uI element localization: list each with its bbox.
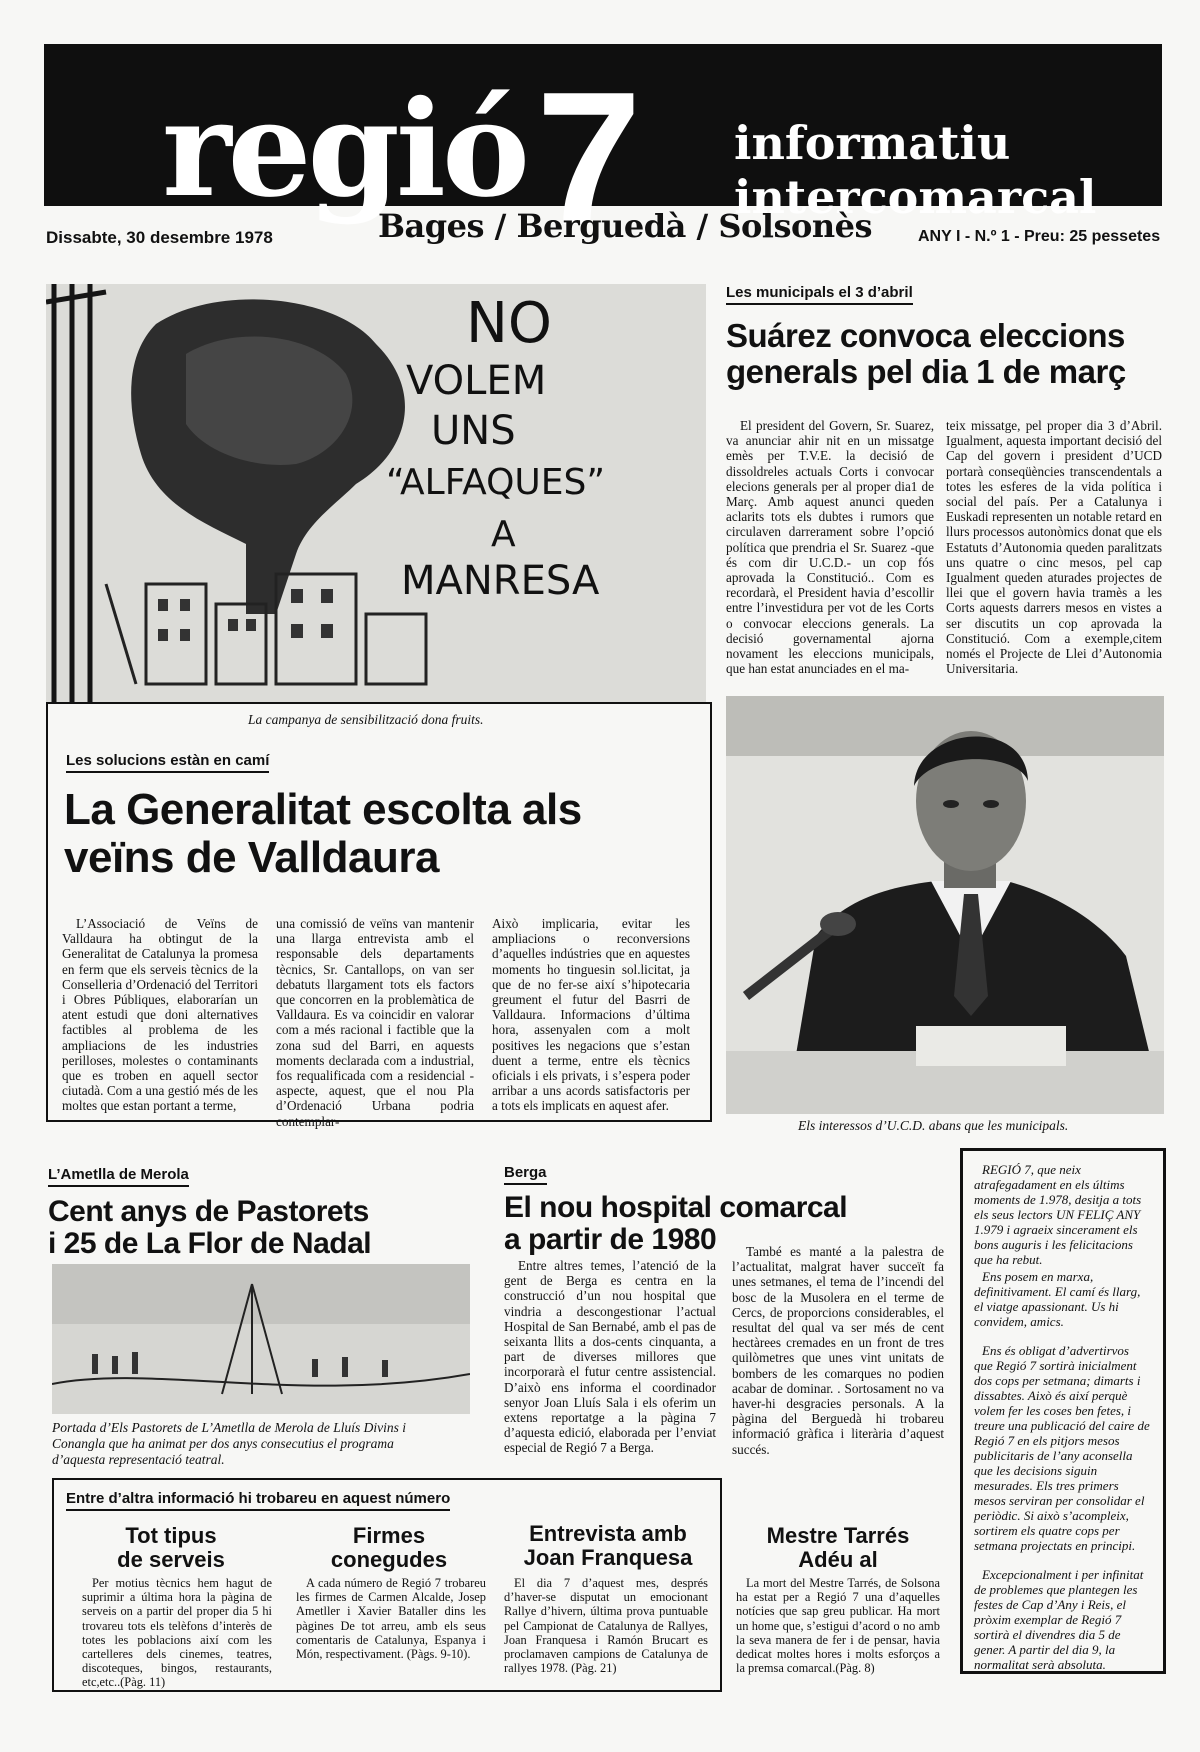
index-item-tarres-title: Mestre Tarrés Adéu al — [766, 1523, 910, 1572]
suarez-headline: Suárez convoca eleccions generals pel dia 1 de març — [726, 317, 1126, 390]
tagline: informatiu intercomarcal — [734, 116, 1097, 224]
hospital-column-2: També es manté a la palestra de l’actualitat, malgrat haver succeït fa unes setmanes, el tema de l’incendi del bosc de la Musolera en el terme de Cercs, de proporcions considerables, el resultat del qual va ser més de cent hectàrees cremades en un front de tres quilòmetres que unes vint unitats de bombers de les comarques no podien acabar de dominar. . Sortosament no va haver-hi desgracies personals. A la pàgina del Berguedà hi trobareu informació gràfica i literària d’aquest succés. — [732, 1244, 944, 1457]
suarez-kicker: Les municipals el 3 d’abril — [726, 284, 913, 305]
portrait-illustration — [726, 696, 1164, 1114]
pastorets-kicker: L’Ametlla de Merola — [48, 1166, 189, 1187]
graffiti-no: NO — [466, 291, 552, 356]
photo-graffiti — [46, 284, 706, 702]
photo-suarez — [726, 696, 1164, 1114]
index-item-serveis-text: Per motius tècnics hem hagut de suprimir a última hora la pàgina de serveis on a partir del proper dia 5 hi trovareu tots els telèfons d’interès de totes les poblacions així com les cartelleres dels cinemes, teatres, discoteques, bingos, restaurants, etc,etc..(Pàg. 11) — [82, 1576, 272, 1690]
graffiti-illustration — [46, 284, 706, 702]
photo-pastorets — [52, 1264, 470, 1414]
pastorets-headline: Cent anys de Pastorets i 25 de La Flor de Nadal — [48, 1195, 372, 1261]
graffiti-a: A — [491, 514, 516, 555]
index-item-franquesa-title: Entrevista amb Joan Franquesa — [523, 1521, 693, 1570]
photo-suarez-caption: Els interessos d’U.C.D. abans que les municipals. — [798, 1118, 1069, 1133]
graffiti-manresa: MANRESA — [401, 558, 600, 604]
hospital-column-1: Entre altres temes, l’atenció de la gent de Berga es centra en la construcció d’un nou hospital que vindria a descongestionar l’actual Hospital de San Bernabé, amb el pas de seixanta llits a dos-cents cinquanta, a part de diverses millores que incorporarà el futur centre assistencial. D’això ens informa el coordinador senyor Joan Lluís Sala i els oferim un extens reportatge a la pàgina 7 d’aquesta edició, elaborada per l’enviat especial de Regió 7 a Berga. — [504, 1258, 716, 1456]
suarez-column-2: teix missatge, pel proper dia 3 d’Abril. Igualment, aquesta important decisió del Cap del govern i president d’UCD portarà conseqüències transcendentals a totes les esferes de la vida política i social del país. Per a Catalunya i Euskadi representen un notable retard en llurs processos autonòmics donat que els Estatuts d’Autonomia queden paralitzats uns quatre o cinc mesos, pel cap Igualment queden aturades projectes de llei que el govern havia tramès a les Corts aquests darrers mesos en vistes a ser discutits un cop aprovada la Constitució. Com a exemple,citem només el Projecte de Llei d’Autonomia Universitaria. — [946, 418, 1162, 677]
regions: Bages / Berguedà / Solsonès — [378, 207, 872, 245]
graffiti-alfaques: “ALFAQUES” — [386, 462, 606, 503]
editorial-text: REGIÓ 7, que neix atrafegadament en els últims moments de 1.978, desitja a tots els seus lectors UN FELIÇ ANY 1.979 i agraeix sincerament els bons auguris i les felicitacions que ha rebut. Ens posem en marxa, definitivament. El camí és llarg, el viatge apassionant. Us hi convidem, amics. Ens és obligat d’advertirvos que Regió 7 sortirà inicialment dos cops per setmana; dimarts i dissabtes. Això és així perquè volem fer les coses ben fetes, i treure una publicació del caire de Regió 7 en els pitjors mesos publicitaris de l’any aconsella que les decisions siguin mesurades. Els tres primers mesos serviran per consolidar el periòdic. Si això s’acompleix, sortirem els quatre cops per setmana projectats en principi. Excepcionalment i per infinitat de problemes que plantegen les festes de Cap d’Any i Reis, el pròxim exemplar de Regió 7 sortirà el divendres dia 5 de gener. A partir del dia 9, la normalitat serà absoluta. — [974, 1162, 1150, 1672]
valldaura-kicker: Les solucions estàn en camí — [66, 752, 269, 773]
index-item-franquesa-text: El dia 7 d’aquest mes, després d’haver-se disputat un emocionant Rallye d’hivern, última prova puntuable pel Campionat de Catalunya de Rallyes, Joan Franquesa i Ramón Brucart es proclamaven campions de Catalunya de rallyes 1978. (Pàg. 21) — [504, 1576, 708, 1676]
index-item-serveis-title: Tot tipus de serveis — [117, 1523, 225, 1572]
dateline: Dissabte, 30 desembre 1978 — [46, 228, 273, 247]
hospital-headline: El nou hospital comarcal a partir de 1980 — [504, 1191, 848, 1257]
index-item-tarres-text: La mort del Mestre Tarrés, de Solsona ha estat per a Regió 7 una d’aquelles notícies que sap greu publicar. Ha mort un home que, s’estigui d’acord o no amb la seva manera de fer i de pensar, havia dedicat moltes hores i molts esforços a la premsa comarcal.(Pàg. 8) — [736, 1576, 940, 1676]
index-item-firmes-title: Firmes conegudes — [330, 1523, 448, 1572]
valldaura-column-2: una comissió de veïns van mantenir una llarga entrevista amb el responsable dels departaments tècnics, Sr. Cantallops, on van ser debatuts llargament tots els factors que concorren en la problemàtica de Valldaura. Es va coincidir en valorar com a més racional i factible que la zona sud del Barri, en aquests moments declarada com a industrial, fos requalificada com a residencial -aspecte, aquest, que el nou Pla d’Ordenació Urbana podria contemplar- — [276, 916, 474, 1129]
graffiti-volem: VOLEM — [406, 358, 547, 404]
valldaura-column-1: L’Associació de Veïns de Valldaura ha obtingut de la Generalitat de Catalunya la promesa en ferm que els serveis tècnics de la Conselleria d’Ordenació del Territori i Obres Públiques, elaborarían un atent estudi que doni alternatives factibles al problema de les ampliacions de les industries perilloses, molestes o contaminants que es troben en aquell sector ciutadà. Com a una gestió més de les moltes que estan portant a terme, — [62, 916, 258, 1114]
photo-pastorets-caption: Portada d’Els Pastorets de L’Ametlla de Merola de Lluís Divins i Conangla que ha animat per dos anys consecutius el programa d’aquesta representació teatral. — [52, 1420, 406, 1467]
photo-graffiti-caption: La campanya de sensibilització dona fruits. — [248, 712, 484, 727]
pastorets-illustration — [52, 1264, 470, 1414]
index-title: Entre d’altra informació hi trobareu en aquest número — [66, 1490, 450, 1511]
suarez-column-1: El president del Govern, Sr. Suarez, va anunciar ahir nit en un missatge emès per T.V.E. la decisió de dissoldreles actuals Corts i convocar elecions generals per al proper dia1 de Març. Amb aquest anunci queden aclarits tots els dubtes i rumors que circulaven darrerament sobre l’opció política que prendria el Sr. Suarez -que és com dir U.C.D.- un cop fós aprovada la Constitució.. Com es recordarà, el President havia d’escollir entre l’investidura per vot de les Corts o convocar eleccions generals. La decisió governamental ajorna novament les eleccions municipals, que han estat anunciades en el ma- — [726, 418, 934, 677]
logo: regió7 — [162, 53, 638, 265]
index-item-firmes-text: A cada número de Regió 7 trobareu les firmes de Carmen Alcalde, Josep Ametller i Xavier Bataller dins les pàgines De tot arreu, amb els seus comentaris de Catalunya, Espanya i Món, respectivament. (Pàgs. 9-10). — [296, 1576, 486, 1662]
valldaura-headline: La Generalitat escolta als veïns de Valldaura — [64, 785, 582, 882]
hospital-kicker: Berga — [504, 1164, 547, 1185]
graffiti-uns: UNS — [431, 408, 516, 454]
issue-info: ANY I - N.º 1 - Preu: 25 pessetes — [918, 228, 1161, 245]
valldaura-column-3: Això implicaria, evitar les ampliacions o reconversions d’aquelles indústries que en aquestes moments ho tinguesin sol.licitat, ja que de no fer-se així s’hipotecaria greument el futur del Basrri de Valldaura. Informacions d’última hora, assenyalen com a molt positives les negacions que s’estan duent a terme, entre els tècnics oficials i els privats, i s’espera poder arribar a uns acords satisfactoris per a tots els implicats en aquest afer. — [492, 916, 690, 1114]
